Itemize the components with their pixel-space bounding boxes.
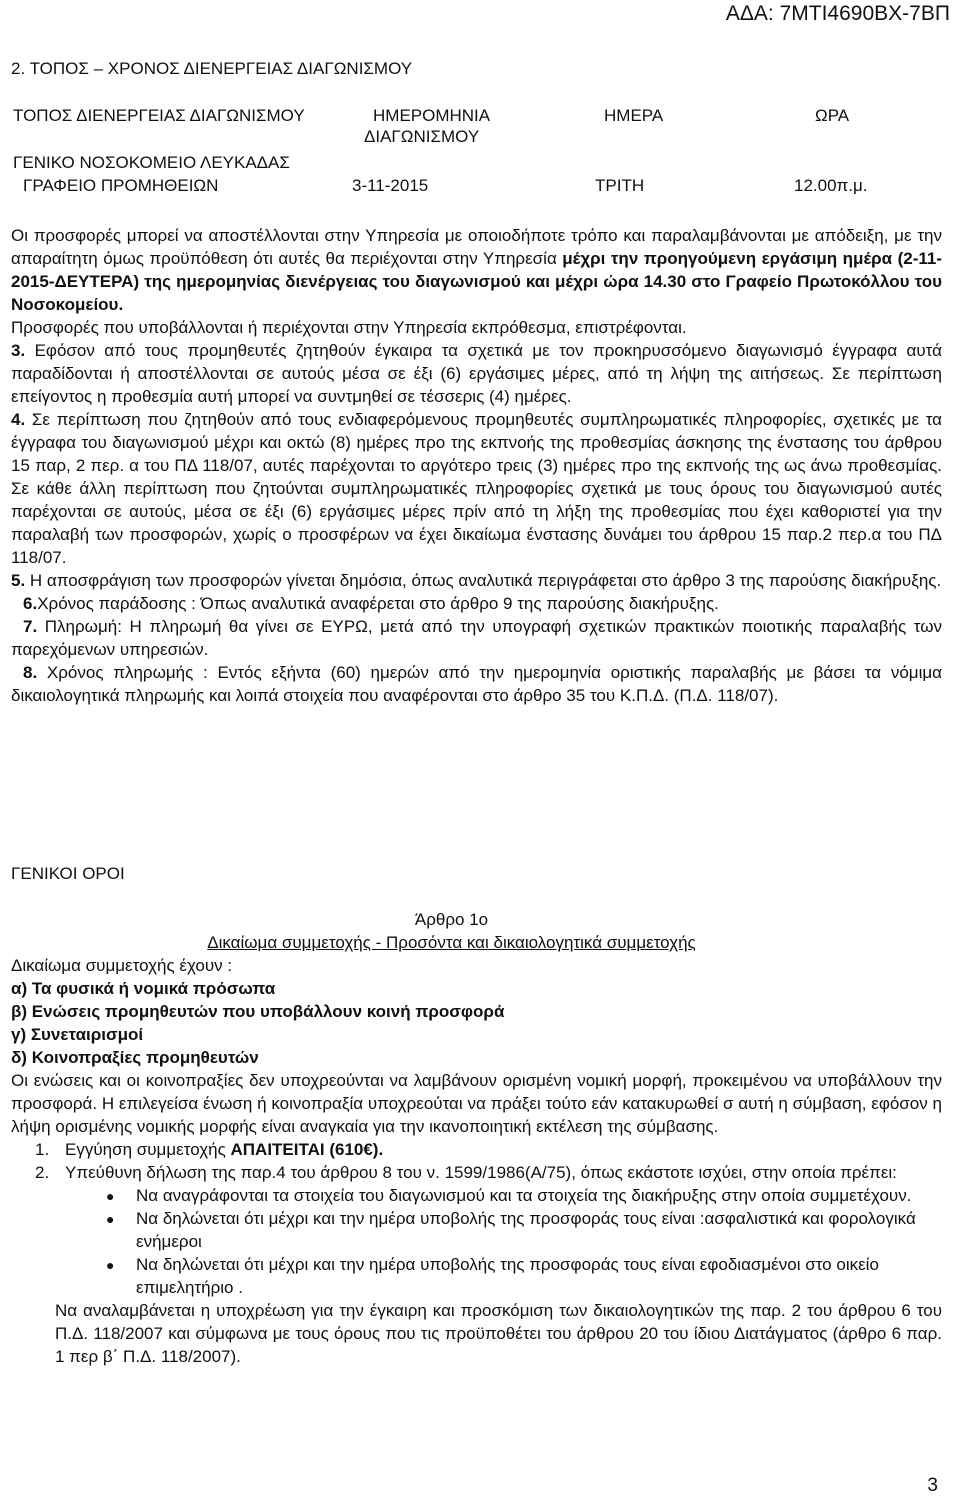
bullet-icon: ● xyxy=(106,1211,115,1227)
closing-paragraph: Να αναλαμβάνεται η υποχρέωση για την έγκαιρη και προσκόμιση των δικαιολογητικών της παρ. 2 του άρθρου 6 του Π.Δ. 118/2007 και σύμφωνα με τους όρους που τις προϋποθέτει του άρθρου 20 του ίδιου Διατάγματος (άρθρο 6 παρ. 1 περ β΄ Π.Δ. 118/2007). xyxy=(55,1301,942,1366)
paragraph-7 xyxy=(11,615,942,661)
eligibility-item: γ) Συνεταιρισμοί xyxy=(11,1025,144,1044)
place-line1: ΓΕΝΙΚΟ ΝΟΣΟΚΟΜΕΙΟ ΛΕΥΚΑΔΑΣ xyxy=(13,153,290,172)
terms-content xyxy=(11,224,942,707)
tender-date: 3-11-2015 xyxy=(352,176,429,195)
requirements-list xyxy=(11,1138,942,1184)
paragraph-late: Προσφορές που υποβάλλονται ή περιέχονται στην Υπηρεσία εκπρόθεσμα, επιστρέφονται. xyxy=(11,318,687,337)
ada-code: ΑΔΑ: 7ΜΤΙ4690ΒΧ-7ΒΠ xyxy=(725,2,950,25)
joint-venture-paragraph: Οι ενώσεις και οι κοινοπραξίες δεν υποχρεούνται να λαμβάνουν ορισμένη νομική μορφή, προκειμένου να υποβάλλουν την προσφορά. Η επιλεγείσα ένωση ή κοινοπραξία υποχρεούται να πράξει τούτο εάν κατακυρωθεί σ αυτή η σύμβαση, εφόσον η λήψη ορισμένης νομικής μορφής είναι αναγκαία για την ικανοποιητική εκτέλεση της σύμβασης. xyxy=(11,1071,942,1136)
header-time: ΩΡΑ xyxy=(815,106,850,125)
header-date-2: ΔΙΑΓΩΝΙΣΜΟΥ xyxy=(364,127,480,146)
paragraph-6 xyxy=(11,592,942,615)
general-terms xyxy=(11,862,942,1368)
paragraph-text: Σε περίπτωση που ζητηθούν από τους ενδιαφερόμενους προμηθευτές συμπληρωματικές πληροφορίες, σχετικές με τα έγγραφα του διαγωνισμού μέχρι και οκτώ (8) ημέρες προ της εκπνοής της προθεσμίας άσκησης της ένστασης του άρθρου 15 παρ, 2 περ. α του ΠΔ 118/07, αυτές παρέχονται το αργότερο τρεις (3) ημέρες προ της εκπνοής της ως άνω προθεσμίας. Σε κάθε άλλη περίπτωση που ζητούνται συμπληρωματικές πληροφορίες σχετικά με τους όρους του διαγωνισμού αυτές παρέχονται σε αυτούς, μέσα σε έξι (6) εργάσιμες μέρες πρίν από τη λήξη της προθεσμίας που έχει καθοριστεί για την παραλαβή των προσφορών, χωρίς ο προσφέρων να έχει δικαίωμα ένστασης δυνάμει του άρθρου 15 παρ.2 περ.α του ΠΔ 118/07. xyxy=(11,410,942,567)
paragraph-text: Χρόνος πληρωμής : Εντός εξήντα (60) ημερών από την ημερομηνία οριστικής παραλαβής με βάσει τα νόμιμα δικαιολογητικά πληρωμής και λοιπά στοιχεία που αναφέρονται στο άρθρο 35 του Κ.Π.Δ. (Π.Δ. 118/07). xyxy=(11,663,942,705)
requirement-item xyxy=(11,1138,942,1161)
deadline-text: μέχρι την προηγούμενη εργάσιμη ημέρα (2-11-2015-ΔΕΥΤΕΡΑ) της ημερομηνίας διενέργειας του διαγωνισμού και μέχρι ώρα 14.30 στο Γραφείο Πρωτοκόλλου του Νοσοκομείου. xyxy=(11,249,942,314)
bullet-text: Να δηλώνεται ότι μέχρι και την ημέρα υποβολής της προσφοράς τους είναι :ασφαλιστικά και φορολογικά ενήμεροι xyxy=(136,1209,916,1251)
item-number: 2. xyxy=(35,1163,50,1182)
bullet-item xyxy=(11,1184,942,1207)
header-date: ΗΜΕΡΟΜΗΝΙΑ xyxy=(373,106,491,125)
paragraph-submission xyxy=(11,224,942,316)
paragraph-number: 5. xyxy=(11,571,26,590)
item-text: Υπεύθυνη δήλωση της παρ.4 του άρθρου 8 του ν. 1599/1986(Α/75), όπως εκάστοτε ισχύει, στην οποία πρέπει: xyxy=(65,1163,897,1182)
eligibility-item: δ) Κοινοπραξίες προμηθευτών xyxy=(11,1048,259,1067)
bullet-icon: ● xyxy=(106,1188,115,1204)
paragraph-text: Οι προσφορές μπορεί να αποστέλλονται στην Υπηρεσία με οποιοδήποτε τρόπο και παραλαμβάνονται με απόδειξη, με την απαραίτητη όμως προϋπόθεση ότι αυτές θα περιέχονται στην Υπηρεσία xyxy=(11,226,942,268)
bullet-text: Να δηλώνεται ότι μέχρι και την ημέρα υποβολής της προσφοράς τους είναι εφοδιασμένοι στο οικείο επιμελητήριο . xyxy=(136,1255,879,1297)
requirement-item xyxy=(11,1161,942,1184)
paragraph-4 xyxy=(11,408,942,569)
article-number: Άρθρο 1ο xyxy=(414,910,489,929)
paragraph-number: 8. xyxy=(23,663,38,682)
paragraph-number: 7. xyxy=(23,617,38,636)
eligibility-item: α) Τα φυσικά ή νομικά πρόσωπα xyxy=(11,979,276,998)
paragraph-number: 6. xyxy=(23,594,38,613)
bullet-item xyxy=(11,1207,942,1253)
eligibility-item: β) Ενώσεις προμηθευτών που υποβάλλουν κοινή προσφορά xyxy=(11,1002,505,1021)
paragraph-text: Πληρωμή: Η πληρωμή θα γίνει σε ΕΥΡΩ, μετά από την υπογραφή σχετικών πρακτικών ποιοτικής παραλαβής των παρεχόμενων υπηρεσιών. xyxy=(11,617,942,659)
tender-time: 12.00π.μ. xyxy=(794,176,868,195)
header-place: ΤΟΠΟΣ ΔΙΕΝΕΡΓΕΙΑΣ ΔΙΑΓΩΝΙΣΜΟΥ xyxy=(13,106,305,125)
general-heading: ΓΕΝΙΚΟΙ ΟΡΟΙ xyxy=(11,864,125,883)
header-day: ΗΜΕΡΑ xyxy=(604,106,664,125)
paragraph-text: Χρόνος παράδοσης : Όπως αναλυτικά αναφέρεται στο άρθρο 9 της παρούσης διακήρυξης. xyxy=(37,594,719,613)
bullet-item xyxy=(11,1253,942,1299)
eligibility-intro: Δικαίωμα συμμετοχής έχουν : xyxy=(11,956,233,975)
paragraph-8 xyxy=(11,661,942,707)
paragraph-3 xyxy=(11,339,942,408)
article-title: Δικαίωμα συμμετοχής - Προσόντα και δικαιολογητικά συμμετοχής xyxy=(207,933,696,952)
section-title: 2. ΤΟΠΟΣ – ΧΡΟΝΟΣ ΔΙΕΝΕΡΓΕΙΑΣ ΔΙΑΓΩΝΙΣΜΟΥ xyxy=(11,59,413,78)
bullet-text: Να αναγράφονται τα στοιχεία του διαγωνισμού και τα στοιχεία της διακήρυξης στην οποία συμμετέχουν. xyxy=(136,1186,912,1205)
place-line2: ΓΡΑΦΕΙΟ ΠΡΟΜΗΘΕΙΩΝ xyxy=(23,176,219,195)
paragraph-5 xyxy=(11,569,942,592)
paragraph-number: 3. xyxy=(11,341,26,360)
page-number: 3 xyxy=(927,1475,938,1496)
paragraph-text: Η αποσφράγιση των προσφορών γίνεται δημόσια, όπως αναλυτικά περιγράφεται στο άρθρο 3 της παρούσης διακήρυξης. xyxy=(25,571,942,590)
guarantee-required: ΑΠΑΙΤΕΙΤΑΙ (610€). xyxy=(230,1140,384,1159)
bullet-icon: ● xyxy=(106,1257,115,1273)
paragraph-text: Εφόσον από τους προμηθευτές ζητηθούν έγκαιρα τα σχετικά με τον προκηρυσσόμενο διαγωνισμό έγγραφα αυτά παραδίδονται ή αποστέλλονται σε αυτούς μέσα σε έξι (6) εργάσιμες μέρες, από τη λήψη της αιτήσεως. Σε περίπτωση επείγοντος η προθεσμία αυτή μπορεί να συντμηθεί σε τέσσερις (4) ημέρες. xyxy=(11,341,942,406)
paragraph-number: 4. xyxy=(11,410,26,429)
item-text: Εγγύηση συμμετοχής xyxy=(65,1140,231,1159)
tender-day: ΤΡΙΤΗ xyxy=(595,176,645,195)
item-number: 1. xyxy=(35,1140,50,1159)
